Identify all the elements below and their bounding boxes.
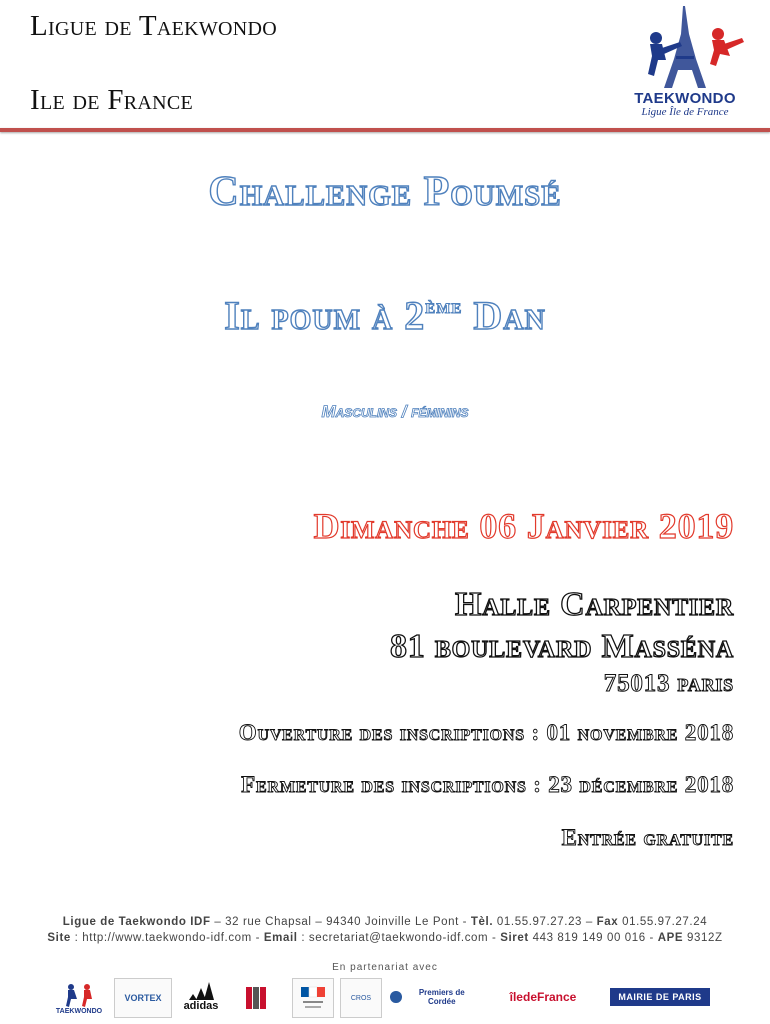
partner-logo-taekwondo [50, 978, 108, 1016]
french-republic-flag-icon [298, 983, 328, 1013]
entry-fee: Entrée gratuite [561, 825, 734, 850]
partner-logo-prefet [292, 978, 334, 1018]
footer-tel: 01.55.97.27.23 – [493, 916, 597, 928]
partner-label-6: Premiers de Cordée [418, 988, 465, 1006]
footer-contact-line1 [0, 916, 770, 928]
subtitle-main: Il poum à 2 [224, 293, 426, 338]
taekwondo-league-logo [620, 4, 750, 122]
partner-label-8: MAIRIE DE PARIS [610, 988, 709, 1006]
footer-org: Ligue de Taekwondo IDF [62, 916, 211, 928]
partners-label: En partenariat avec [332, 962, 438, 973]
event-date: Dimanche 06 Janvier 2019 [313, 506, 734, 546]
footer-contact-line2 [0, 932, 770, 944]
partner-logo-mairie-de-paris [604, 978, 716, 1016]
footer-tel-label: Tèl. [470, 916, 494, 928]
event-subtitle [0, 292, 770, 339]
footer-fax-label: Fax [596, 916, 619, 928]
league-name-line1: Ligue de Taekwondo [30, 10, 277, 42]
footer-email[interactable]: : secretariat@taekwondo-idf.com - [297, 932, 501, 944]
league-name-line2: Ile de France [30, 84, 194, 116]
eiffel-fighters-icon [620, 4, 750, 90]
logo-subtitle: Ligue Île de France [641, 106, 729, 118]
footer-siret: 443 819 149 00 016 - [528, 932, 658, 944]
adidas-stripes-icon [187, 982, 215, 1000]
footer-ape: 9312Z [683, 932, 723, 944]
subtitle-superscript: ème [425, 293, 463, 318]
event-title: Challenge Poumsé [208, 169, 562, 215]
header-divider [0, 128, 770, 132]
venue-name: Halle Carpentier [454, 586, 734, 623]
footer-site[interactable]: : http://www.taekwondo-idf.com - [70, 932, 264, 944]
footer-siret-label: Siret [500, 932, 529, 944]
footer-email-label: Email [263, 932, 298, 944]
registration-open: Ouverture des inscriptions : 01 novembre 2018 [238, 720, 734, 745]
partner-label-0: TAEKWONDO [55, 1008, 103, 1015]
jeunesse-sports-logo-icon [238, 979, 274, 1015]
venue-city: 75013 paris [603, 670, 734, 697]
partner-logo-jeunesse [234, 978, 278, 1016]
partner-logo-cros: CROS [340, 978, 382, 1018]
partner-logo-premiers-de-cordee [390, 978, 478, 1016]
partner-logo-iledefrance: îledeFrance [509, 990, 577, 1004]
footer-address: – 32 rue Chapsal – 94340 Joinville Le Pont - [210, 916, 471, 928]
footer-site-label: Site [47, 932, 71, 944]
logo-wordmark: TAEKWONDO [634, 90, 736, 107]
event-category: Masculins / féminins [321, 402, 469, 421]
partner-logo-vortex: VORTEX [114, 978, 172, 1018]
footer-fax: 01.55.97.27.24 [618, 916, 708, 928]
registration-close: Fermeture des inscriptions : 23 décembre 2018 [241, 772, 734, 797]
footer-ape-label: APE [657, 932, 684, 944]
taekwondo-fighters-icon [51, 979, 107, 1015]
cordee-icon [390, 991, 402, 1003]
venue-address: 81 boulevard Masséna [389, 628, 734, 665]
partner-logo-adidas [176, 978, 226, 1016]
partner-label-2: adidas [183, 1000, 219, 1012]
subtitle-end: Dan [462, 293, 546, 338]
